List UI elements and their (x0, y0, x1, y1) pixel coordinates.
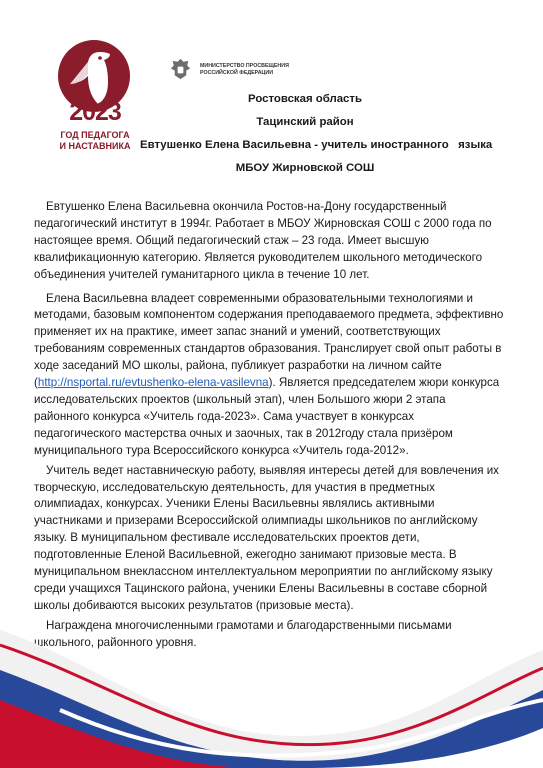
paragraph-education: Евтушенко Елена Васильевна окончила Ростов-на-Дону государственный педагогический институт в 1994г. Работает в МБОУ Жирновская СОШ с 2000 года по настоящее время. Общий педагогический стаж – 23 года. Имеет высшую квалификационную категорию. Является руководителем школьного методического объединения учителей гуманитарного цикла в течение 10 лет. (34, 200, 492, 281)
ministry-logo (167, 56, 289, 83)
logo-caption (52, 130, 138, 152)
paragraph-methods-text-start: Елена Васильевна владеет современными образовательными технологиями и методами, базовым компонентом содержания преподаваемого предмета, эффективно применяет их на практике, имеет запас знаний и умений, соответствующих требованиям современных стандартов образования. Транслирует свой опыт работы в ходе заседаний МО школы, района, публикует разработки на личном сайте ( (34, 291, 504, 390)
flag-ribbon-decoration (0, 610, 543, 768)
page-heading (140, 88, 493, 180)
coat-of-arms-icon (167, 56, 194, 83)
logo-caption-line2: И НАСТАВНИКА (59, 141, 131, 151)
ministry-line2: РОССИЙСКОЙ ФЕДЕРАЦИИ (200, 69, 274, 76)
paragraph-methods (34, 291, 504, 460)
heading-region: Ростовская область (248, 93, 362, 105)
biography-text (34, 199, 504, 659)
logo-year: 2023 (69, 98, 121, 126)
heading-school: МБОУ Жирновской СОШ (235, 162, 375, 174)
paragraph-mentoring: Учитель ведет наставническую работу, выявляя интересы детей для вовлечения их творческую, исследовательскую деятельность, для участия в предметных олимпиадах, конкурсах. Ученики Елены Васильевны являлись активными участниками и призерами Всероссийской олимпиады школьников по английскому языку. В муниципальном фестивале исследовательских проектов дети, подготовленные Еленой Васильевной, ежегодно занимают призовые места. В муниципальном внеклассном интеллектуальном мероприятии по английскому языку среди учащихся Тацинского района, ученики Елены Васильевны в составе сборной школы добиваются высоких результатов (призовые места). (34, 463, 499, 612)
paragraph-awards: Награждена многочисленными грамотами и благодарственными письмами школьного, районного уровня. (34, 618, 452, 649)
paragraph-methods-text-end: ). Является председателем жюри конкурса исследовательских проектов (школьный этап), член Большого жюри 2 этапа районного конкурса «Учитель года-2023». Сама участвует в конкурсах педагогического мастерства очных и заочных, так в 2012году стала призёром муниципального тура Всероссийского конкурса «Учитель года-2012». (34, 376, 500, 457)
personal-site-link[interactable]: http://nsportal.ru/evtushenko-elena-vasilevna (37, 376, 269, 390)
heading-district: Тацинский район (256, 116, 354, 128)
ministry-name (200, 63, 289, 76)
heading-person: Евтушенко Елена Васильевна - учитель иностранного языка (140, 139, 493, 151)
ministry-line1: МИНИСТЕРСТВО ПРОСВЕЩЕНИЯ (200, 63, 289, 69)
logo-caption-line1: ГОД ПЕДАГОГА (60, 130, 130, 140)
